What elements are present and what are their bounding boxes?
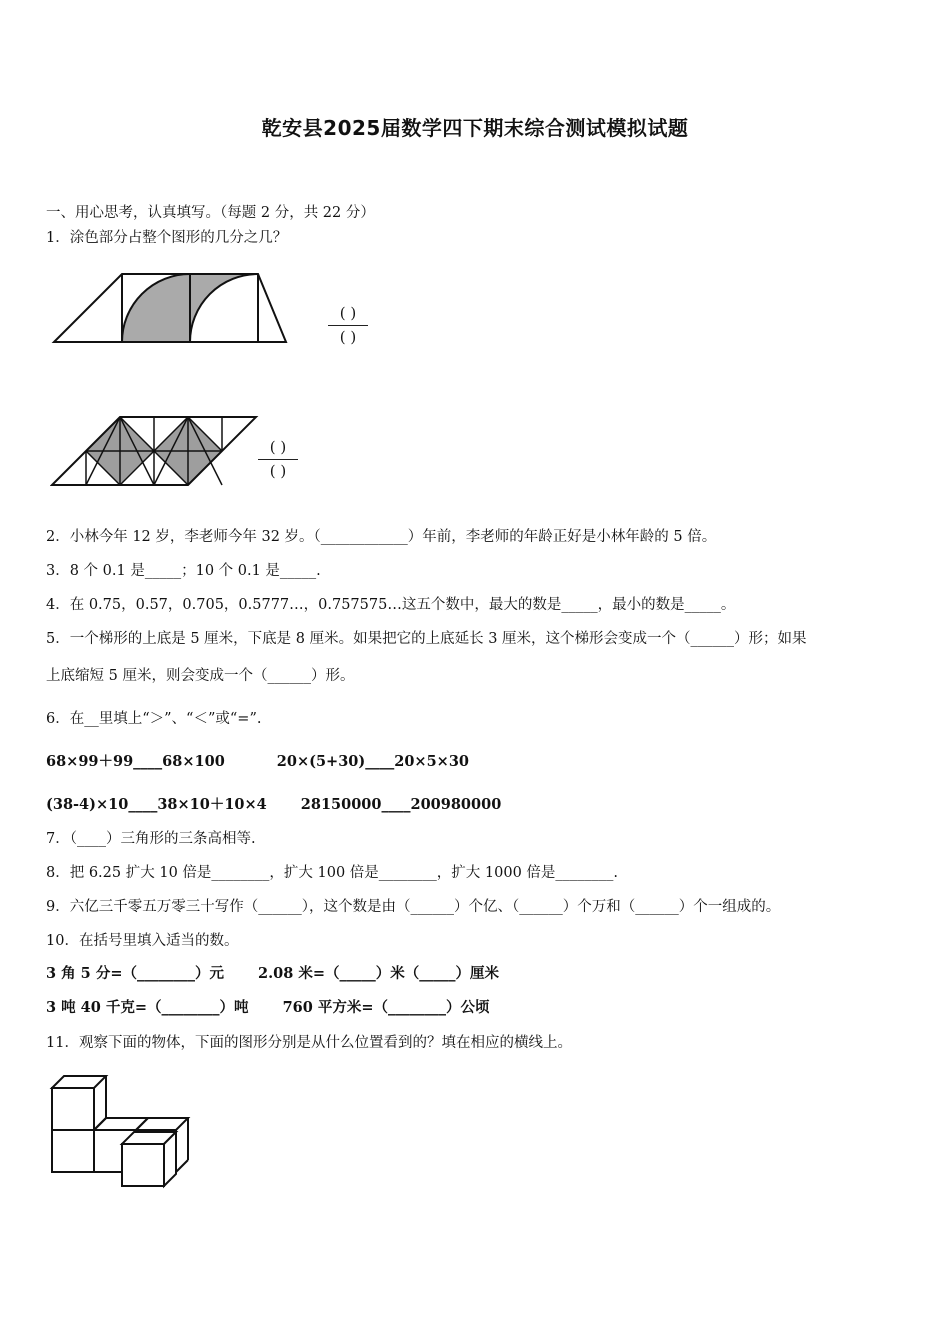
question-9: 9．六亿三千零五万零三十写作（______），这个数是由（______）个亿、（______）个万和（______）个一组成的。 (46, 899, 781, 915)
comparison-row-2 (46, 795, 501, 815)
shaded-quarter-left (122, 274, 190, 342)
conversion-d: 760 平方米=（________）公顷 (282, 999, 490, 1016)
question-5-line1: 5．一个梯形的上底是 5 厘米，下底是 8 厘米。如果把它的上底延长 3 厘米，这个梯形会变成一个（______）形；如果 (46, 631, 807, 647)
fraction-answer-2[interactable] (258, 438, 298, 480)
conversion-b: 2.08 米=（_____）米（_____）厘米 (257, 965, 499, 982)
comparison-d: 28150000____200980000 (300, 796, 502, 813)
fraction-answer-1[interactable] (328, 304, 368, 346)
comparison-row-1 (46, 752, 469, 772)
question-2: 2．小林今年 12 岁，李老师今年 32 岁。（____________）年前，李老师的年龄正好是小林年龄的 5 倍。 (46, 529, 717, 545)
section-heading: 一、用心思考，认真填写。（每题 2 分，共 22 分） (46, 205, 375, 221)
question-11: 11．观察下面的物体，下面的图形分别是从什么位置看到的？填在相应的横线上。 (46, 1035, 572, 1051)
parallelogram-figure (50, 413, 260, 487)
question-8: 8．把 6.25 扩大 10 倍是________，扩大 100 倍是________，扩大 1000 倍是________. (46, 865, 619, 881)
fraction-numerator: ( ) (339, 304, 357, 322)
question-4: 4．在 0.75，0.57，0.705，0.5777…，0.757575…这五个数中，最大的数是_____，最小的数是_____。 (46, 597, 736, 613)
comparison-c: (38-4)×10____38×10＋10×4 (46, 796, 267, 813)
question-5-line2: 上底缩短 5 厘米，则会变成一个（______）形。 (46, 668, 355, 684)
question-3: 3．8 个 0.1 是_____；10 个 0.1 是_____. (46, 563, 321, 579)
fraction-numerator: ( ) (269, 438, 287, 456)
page-title: 乾安县2025届数学四下期末综合测试模拟试题 (261, 116, 689, 140)
conversion-c: 3 吨 40 千克=（________）吨 (46, 999, 249, 1016)
question-1: 1．涂色部分占整个图形的几分之几？ (46, 230, 288, 246)
fraction-denominator: ( ) (339, 328, 357, 346)
conversion-a: 3 角 5 分=（________）元 (46, 965, 224, 982)
cube-stack-figure (48, 1072, 196, 1190)
question-6: 6．在__里填上“＞”、“＜”或“=”. (46, 711, 262, 727)
question-10: 10．在括号里填入适当的数。 (46, 933, 239, 949)
comparison-b: 20×(5+30)____20×5×30 (276, 753, 469, 770)
comparison-a: 68×99＋99____68×100 (46, 753, 225, 770)
conversion-row-1 (46, 964, 499, 984)
trapezoid-figure (50, 270, 290, 346)
conversion-row-2 (46, 998, 490, 1018)
fraction-denominator: ( ) (269, 462, 287, 480)
question-7: 7．（____）三角形的三条高相等. (46, 831, 256, 847)
shaded-quarter-right (190, 274, 258, 342)
